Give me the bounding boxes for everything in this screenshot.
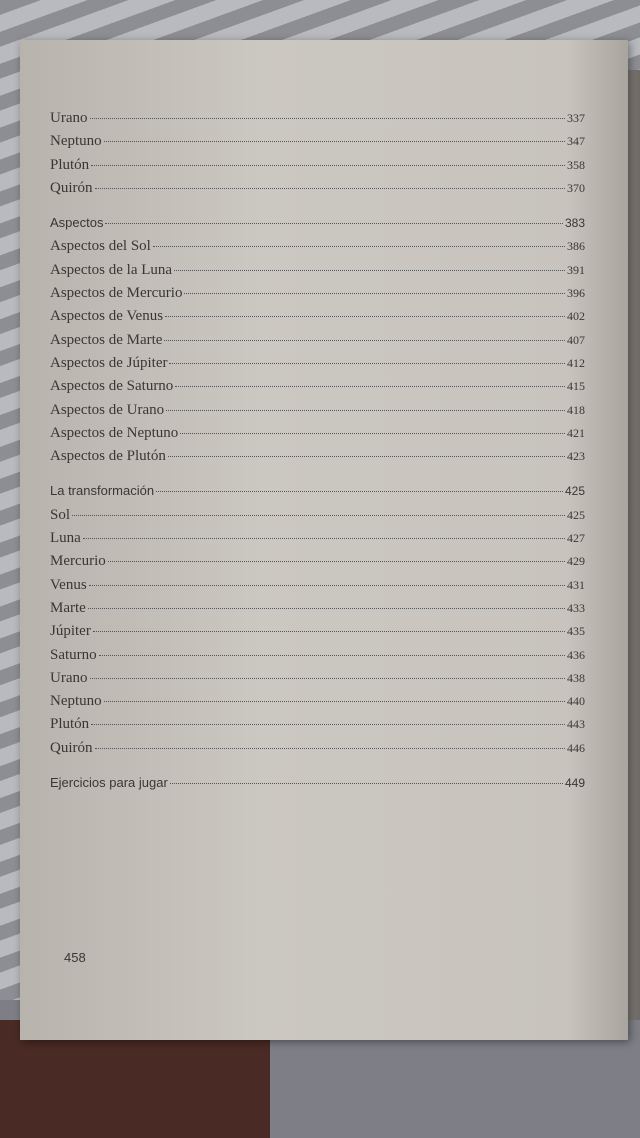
toc-entry-page: 412 [567, 355, 585, 370]
toc-entry-page: 435 [567, 624, 585, 639]
toc-entry-title: Sol [50, 506, 71, 523]
dot-leader [180, 433, 565, 434]
toc-entry-page: 370 [567, 180, 585, 195]
toc-entry-title: Neptuno [50, 133, 102, 150]
toc-entry [50, 716, 585, 739]
dot-leader [90, 118, 566, 119]
dot-leader [175, 386, 565, 387]
toc-entry-page: 438 [567, 670, 585, 685]
dot-leader [89, 585, 565, 586]
toc-entry-title: Plutón [50, 716, 90, 733]
toc-entry-title: Aspectos de Saturno [50, 378, 174, 395]
dot-leader [174, 270, 565, 271]
spacer [50, 203, 585, 215]
toc-entry [50, 600, 585, 623]
toc-entry-page: 443 [567, 717, 585, 732]
toc-entry-page: 433 [567, 600, 585, 615]
dot-leader [166, 410, 565, 411]
toc-entry-title: Ejercicios para jugar [50, 775, 168, 791]
toc-entry-title: Quirón [50, 179, 93, 196]
page-number: 458 [64, 950, 86, 965]
toc-entry-title: Aspectos de la Luna [50, 261, 173, 278]
toc-entry-title: Marte [50, 599, 86, 616]
toc-entry-page: 427 [567, 531, 585, 546]
dot-leader [104, 141, 565, 142]
toc-entry-title: Aspectos de Neptuno [50, 424, 179, 441]
toc-entry-page: 358 [567, 157, 585, 172]
toc-entry-title: Aspectos de Júpiter [50, 354, 168, 371]
toc-entry-page: 402 [567, 309, 585, 324]
toc-entry [50, 308, 585, 331]
dot-leader [156, 491, 563, 492]
toc-entry-page: 425 [567, 507, 585, 522]
dot-leader [91, 724, 565, 725]
toc-entry-page: 429 [567, 554, 585, 569]
toc-entry-page: 407 [567, 332, 585, 347]
dot-leader [169, 363, 565, 364]
dot-leader [90, 678, 566, 679]
toc-entry [50, 133, 585, 156]
toc-entry-page: 436 [567, 647, 585, 662]
toc-entry [50, 285, 585, 308]
dot-leader [104, 701, 565, 702]
toc-entry-page: 347 [567, 134, 585, 149]
toc-entry [50, 157, 585, 180]
toc-entry [50, 507, 585, 530]
toc-entry-title: Aspectos de Plutón [50, 448, 166, 465]
toc-entry [50, 238, 585, 261]
toc-entry [50, 425, 585, 448]
toc-entry-page: 421 [567, 425, 585, 440]
toc-entry-page: 386 [567, 239, 585, 254]
toc-entry-title: Quirón [50, 739, 93, 756]
spacer [50, 763, 585, 775]
toc-entry [50, 483, 585, 506]
toc-entry-title: Aspectos de Venus [50, 308, 164, 325]
toc-entry [50, 670, 585, 693]
dot-leader [105, 223, 562, 224]
dot-leader [184, 293, 565, 294]
spacer [50, 471, 585, 483]
dot-leader [93, 631, 565, 632]
toc-entry-title: Mercurio [50, 553, 106, 570]
toc-entry [50, 262, 585, 285]
table-of-contents [50, 110, 585, 798]
toc-entry-page: 337 [567, 111, 585, 125]
toc-entry [50, 623, 585, 646]
toc-entry-page: 415 [567, 379, 585, 394]
toc-entry [50, 553, 585, 576]
dot-leader [108, 561, 565, 562]
toc-entry-title: Aspectos del Sol [50, 238, 151, 255]
dot-leader [99, 655, 565, 656]
toc-entry [50, 647, 585, 670]
toc-entry [50, 355, 585, 378]
dot-leader [165, 316, 565, 317]
toc-entry-title: Urano [50, 669, 88, 686]
toc-entry-title: Neptuno [50, 693, 102, 710]
toc-entry-page: 391 [567, 262, 585, 277]
toc-entry-title: Plutón [50, 156, 90, 173]
toc-entry-page: 396 [567, 286, 585, 301]
dot-leader [83, 538, 565, 539]
dot-leader [95, 188, 566, 189]
toc-entry [50, 402, 585, 425]
toc-entry [50, 577, 585, 600]
toc-entry-title: Aspectos de Marte [50, 331, 163, 348]
toc-entry-page: 449 [564, 776, 585, 791]
toc-entry-title: Aspectos [50, 215, 104, 231]
toc-entry-title: Aspectos de Mercurio [50, 285, 183, 302]
toc-entry-page: 383 [564, 216, 585, 231]
toc-entry [50, 693, 585, 716]
dot-leader [91, 165, 565, 166]
toc-entry-page: 423 [567, 449, 585, 464]
toc-entry-title: Urano [50, 110, 88, 126]
toc-entry [50, 332, 585, 355]
toc-entry-page: 431 [567, 577, 585, 592]
toc-entry [50, 215, 585, 238]
toc-entry-page: 425 [564, 484, 585, 499]
dot-leader [88, 608, 565, 609]
dot-leader [153, 246, 565, 247]
toc-entry [50, 775, 585, 798]
toc-entry-title: Venus [50, 576, 87, 593]
toc-entry-title: Luna [50, 530, 81, 547]
toc-entry [50, 448, 585, 471]
dot-leader [72, 515, 565, 516]
toc-entry-title: Saturno [50, 646, 97, 663]
toc-entry-title: Aspectos de Urano [50, 401, 165, 418]
toc-entry [50, 740, 585, 763]
dot-leader [170, 783, 563, 784]
toc-entry-title: La transformación [50, 483, 155, 499]
dot-leader [95, 748, 566, 749]
dot-leader [164, 340, 565, 341]
toc-entry [50, 110, 585, 133]
toc-entry [50, 530, 585, 553]
toc-entry-page: 446 [567, 740, 585, 755]
toc-entry [50, 180, 585, 203]
toc-entry-page: 418 [567, 402, 585, 417]
dot-leader [168, 456, 565, 457]
toc-entry-title: Júpiter [50, 623, 91, 640]
toc-entry [50, 378, 585, 401]
toc-entry-page: 440 [567, 694, 585, 709]
